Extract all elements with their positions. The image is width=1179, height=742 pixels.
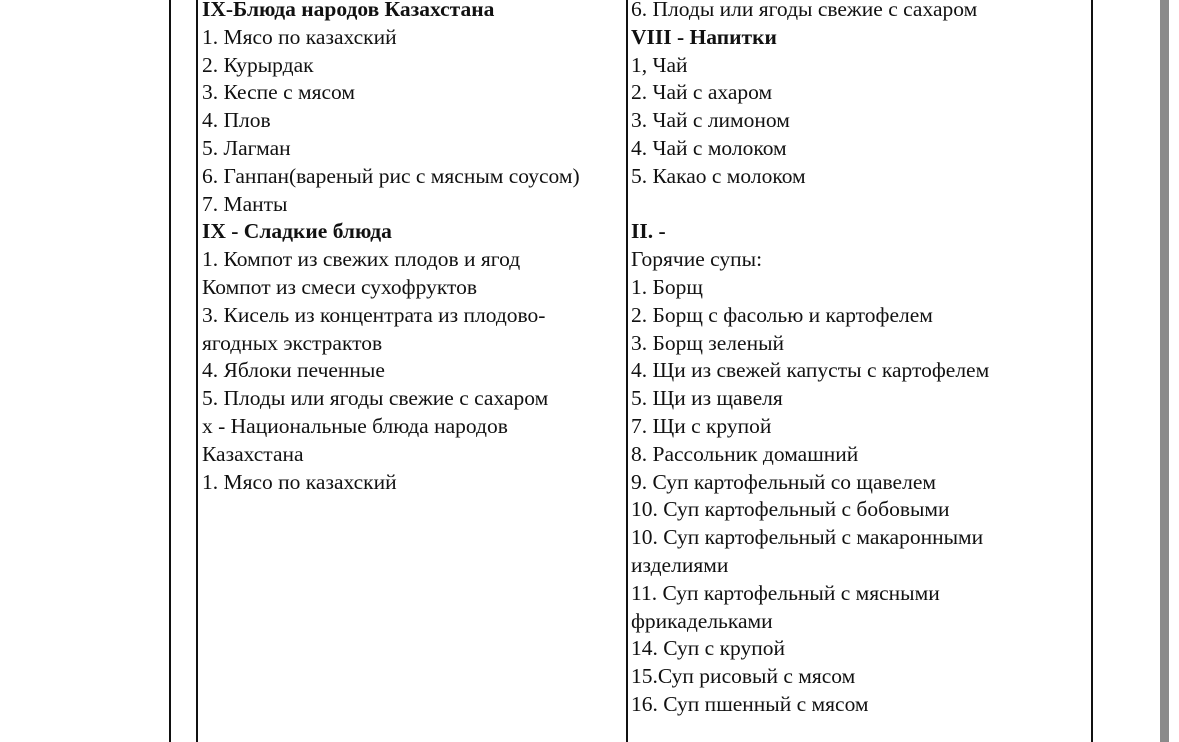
blank-line — [631, 191, 1091, 219]
menu-item: 1. Борщ — [631, 274, 703, 299]
menu-item: 3. Борщ зеленый — [631, 330, 785, 355]
menu-item: 7. Щи с крупой — [631, 413, 772, 438]
menu-item: Казахстана — [202, 441, 304, 466]
table-column-divider — [626, 0, 628, 742]
menu-item: 7. Манты — [202, 191, 288, 216]
menu-item: 5. Какао с молоком — [631, 163, 806, 188]
menu-item: 16. Суп пшенный с мясом — [631, 691, 869, 716]
menu-item: 3. Чай с лимоном — [631, 108, 790, 133]
menu-item: 3. Кеспе с мясом — [202, 80, 355, 105]
menu-item: 2. Курырдак — [202, 52, 314, 77]
menu-item: х - Национальные блюда народов — [202, 413, 508, 438]
menu-item: 2. Чай с ахаром — [631, 80, 773, 105]
menu-item: 3. Кисель из концентрата из плодово- — [202, 302, 546, 327]
vertical-scrollbar[interactable] — [1160, 0, 1169, 742]
menu-section-heading: IX-Блюда народов Казахстана — [202, 0, 495, 21]
menu-item: 2. Борщ с фасолью и картофелем — [631, 302, 933, 327]
menu-item: ягодных экстрактов — [202, 330, 383, 355]
table-border-left-inner — [196, 0, 198, 742]
menu-section-heading: II. - — [631, 219, 666, 244]
menu-item: 6. Плоды или ягоды свежие с сахаром — [631, 0, 978, 21]
menu-item: 5. Плоды или ягоды свежие с сахаром — [202, 386, 549, 411]
right-menu-column — [631, 0, 1091, 719]
table-border-right — [1091, 0, 1093, 742]
menu-item: изделиями — [631, 552, 729, 577]
menu-item: 9. Суп картофельный со щавелем — [631, 469, 936, 494]
menu-item: 1, Чай — [631, 52, 688, 77]
menu-item: 11. Суп картофельный с мясными — [631, 580, 940, 605]
menu-item: 1. Компот из свежих плодов и ягод — [202, 247, 521, 272]
menu-item: 10. Суп картофельный с бобовыми — [631, 497, 950, 522]
menu-item: Горячие супы: — [631, 247, 763, 272]
menu-item: 6. Ганпан(вареный рис с мясным соусом) — [202, 163, 580, 188]
menu-item: 10. Суп картофельный с макаронными — [631, 525, 984, 550]
menu-item: 5. Щи из щавеля — [631, 386, 783, 411]
menu-item: 1. Мясо по казахский — [202, 469, 397, 494]
menu-item: 4. Щи из свежей капусты с картофелем — [631, 358, 990, 383]
menu-item: 5. Лагман — [202, 135, 291, 160]
menu-item: 4. Плов — [202, 108, 271, 133]
menu-item: 8. Рассольник домашний — [631, 441, 859, 466]
menu-section-heading: IX - Сладкие блюда — [202, 219, 392, 244]
table-border-left-outer — [169, 0, 171, 742]
menu-item: 4. Чай с молоком — [631, 135, 787, 160]
menu-item: 14. Суп с крупой — [631, 636, 786, 661]
menu-item: 15.Суп рисовый с мясом — [631, 664, 856, 689]
left-menu-column — [202, 0, 626, 496]
menu-item: 4. Яблоки печенные — [202, 358, 385, 383]
menu-item: Компот из смеси сухофруктов — [202, 274, 477, 299]
menu-item: 1. Мясо по казахский — [202, 24, 397, 49]
menu-item: фрикадельками — [631, 608, 773, 633]
menu-section-heading: VIII - Напитки — [631, 24, 777, 49]
